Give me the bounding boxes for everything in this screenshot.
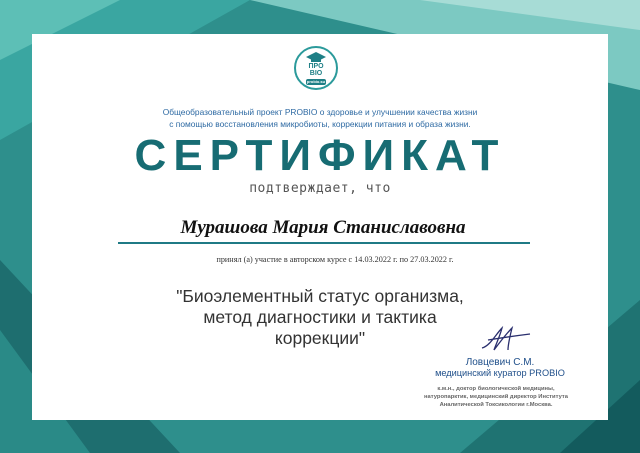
course-title-line-2: метод диагностики и тактика <box>203 307 437 327</box>
probio-logo <box>294 46 338 90</box>
project-description-line-2: с помощью восстановления микробиоты, коррекции питания и образа жизни. <box>169 119 471 129</box>
logo-text-pro: ПРО <box>308 63 324 70</box>
recipient-name: Мурашова Мария Станиславовна <box>180 217 466 238</box>
project-description <box>100 106 540 130</box>
signer-block <box>420 357 580 379</box>
participation-period: принял (а) участие в авторском курсе с 14.03.2022 г. по 27.03.2022 г. <box>216 255 454 264</box>
certificate-title: СЕРТИФИКАТ <box>134 131 506 180</box>
signer-role: медицинский куратор PROBIO <box>435 368 565 378</box>
logo-text-bio: BIO <box>309 70 323 77</box>
logo-url: probio.su <box>306 79 326 84</box>
credentials-line-1: к.м.н., доктор биологической медицины, <box>437 386 555 392</box>
course-title <box>140 286 500 349</box>
course-title-line-1: "Биоэлементный статус организма, <box>176 286 464 306</box>
course-title-line-3: коррекции" <box>274 328 366 348</box>
signer-credentials <box>396 385 596 409</box>
confirm-text: подтверждает, что <box>249 181 391 196</box>
signature <box>478 324 534 354</box>
project-description-line-1: Общеобразовательный проект PROBIO о здоровье и улучшении качества жизни <box>162 107 478 117</box>
credentials-line-2: натуропарктик, медицинский директор Института <box>424 394 568 400</box>
name-underline <box>118 242 530 244</box>
signer-name: Ловцевич С.М. <box>465 357 535 368</box>
credentials-line-3: Аналитической Токсикологии г.Москва. <box>439 402 553 408</box>
